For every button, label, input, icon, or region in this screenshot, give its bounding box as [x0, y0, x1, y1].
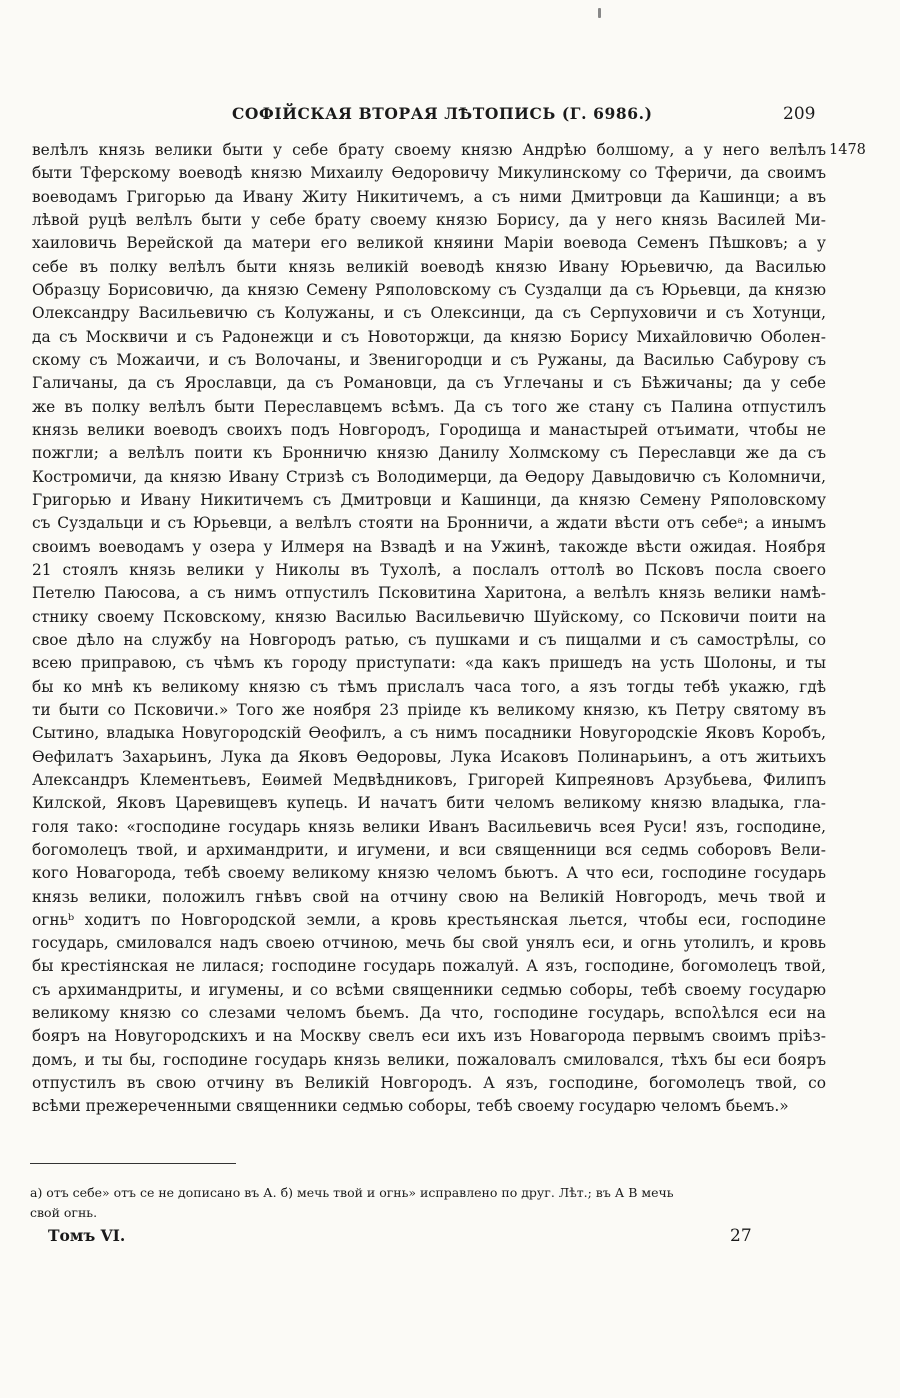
text-line: Сытино, владыка Новугородскій Ѳеофилъ, а съ нимъ посадники Новугородскіе Яковъ Коробъ, [32, 724, 826, 743]
text-line: огньᵇ ходитъ по Новгородской земли, а кровь крестьянская льется, чтобы еси, господине [32, 910, 826, 929]
text-line: лѣвой руцѣ велѣлъ быти у себе брату своему князю Борису, да у него князь Василей Ми- [32, 210, 826, 229]
text-line: Галичаны, да съ Ярославци, да съ Романовци, да съ Углечаны и съ Бѣжичаны; да у себе [32, 374, 826, 393]
page-mark [598, 8, 601, 18]
text-line: съ архимандриты, и игумены, и со всѣми священники седмью соборы, тебѣ своему государю [32, 980, 826, 999]
text-line: Петелю Паюсова, а съ нимъ отпустилъ Псковитина Харитона, а велѣлъ князь велики намѣ- [32, 584, 826, 603]
text-line: Образцу Борисовичю, да князю Семену Ряполовскому съ Суздалци да съ Юрьевци, да князю [32, 280, 826, 299]
text-line: же въ полку велѣлъ быти Переславцемъ всѣмъ. Да съ того же стану съ Палина отпустилъ [32, 397, 826, 416]
body-text [32, 139, 826, 1119]
text-line: бояръ на Новугородскихъ и на Москву свелъ еси ихъ изъ Новагорода первымъ своимъ пріѣз- [32, 1027, 826, 1046]
text-line: всѣми прежереченными священники седмью соборы, тебѣ своему государю челомъ бьемъ.» [32, 1097, 789, 1116]
text-line: свое дѣло на службу на Новгородъ ратью, съ пушками и съ пищалми и съ самострѣлы, со [32, 630, 826, 649]
text-line: скому съ Можаичи, и съ Волочаны, и Звенигородци и съ Ружаны, да Василью Сабурову съ [32, 350, 826, 369]
text-line: Александръ Клементьевъ, Еѳимей Медвѣдниковъ, Григорей Кипреяновъ Арзубьева, Филипъ [32, 770, 826, 789]
page-number: 209 [783, 104, 816, 124]
text-line: домъ, и ты бы, господине государь князь велики, пожаловалъ смиловался, тѣхъ бы еси бояръ [32, 1050, 826, 1069]
text-line: ти быти со Псковичи.» Того же ноября 23 пріиде къ великому князю, къ Петру святому въ [32, 700, 826, 719]
text-line: Ѳефилатъ Захарьинъ, Лука да Яковъ Ѳедоровы, Лука Исаковъ Полинарьинъ, а отъ житьихъ [32, 747, 826, 766]
text-line: 21 стоялъ князь велики у Николы въ Тухолѣ, а послалъ оттолѣ во Псковъ посла своего [32, 560, 826, 579]
running-header [0, 104, 900, 128]
text-line: государь, смиловался надъ своею отчиною, мечь бы свой унялъ еси, и огнь утолилъ, и кровь [32, 934, 826, 953]
footnote-line: свой огнь. [30, 1205, 98, 1220]
text-line: пожгли; а велѣлъ поити къ Бронничю князю Данилу Холмскому съ Переславци же да съ [32, 444, 826, 463]
text-line: Григорью и Ивану Никитичемъ съ Дмитровци и Кашинци, да князю Семену Ряполовскому [32, 490, 826, 509]
text-line: кого Новагорода, тебѣ своему великому князю челомъ бьютъ. А что еси, господине государь [32, 864, 826, 883]
footnote-rule [30, 1163, 236, 1164]
text-line: съ Суздальци и съ Юрьевци, а велѣлъ стояти на Бронничи, а ждати вѣсти отъ себеᵃ; а инымъ [32, 514, 826, 533]
text-line: богомолецъ твой, и архимандрити, и игумени, и вси священници вся седмь соборовъ Вели- [32, 840, 826, 859]
signature-number: 27 [730, 1226, 752, 1246]
text-line: голя тако: «господине государь князь велики Иванъ Васильевичь всея Руси! язъ, господине, [32, 817, 826, 836]
text-line: Олександру Васильевичю съ Колужаны, и съ Олексинци, да съ Серпуховичи и съ Хотунци, [32, 304, 826, 323]
text-line: великому князю со слезами челомъ бьемъ. Да что, господине государь, вспολѣлся еси на [32, 1004, 826, 1023]
text-line: себе въ полку велѣлъ быти князь великій воеводѣ князю Ивану Юрьевичю, да Василью [32, 257, 826, 276]
text-line: всею приправою, съ чѣмъ къ городу приступати: «да какъ пришедъ на усть Шолоны, и ты [32, 654, 826, 673]
text-line: бы ко мнѣ къ великому князю съ тѣмъ прислалъ часа того, а язъ тогды тебѣ укажю, гдѣ [32, 677, 826, 696]
text-line: своимъ воеводамъ у озера у Илмеря на Взвадѣ и на Ужинѣ, такожде вѣсти ожидая. Ноября [32, 537, 826, 556]
text-line: отпустилъ въ свою отчину въ Великій Новгородъ. А язъ, господине, богомолецъ твой, со [32, 1074, 826, 1093]
footnotes [30, 1183, 830, 1223]
running-title: СОФІЙСКАЯ ВТОРАЯ ЛѢТОПИСЬ (Г. 6986.) [232, 104, 653, 123]
text-line: Килской, Яковъ Царевищевъ купець. И начатъ бити челомъ великому князю владыка, гла- [32, 794, 826, 813]
footnote-line: а) отъ себе» отъ се не дописано въ А. б) мечь твой и огнь» исправлено по друг. Лѣт.; въ А В мечь [30, 1185, 674, 1200]
text-line: князь велики воеводъ своихъ подъ Новгородъ, Городища и манастырей отъимати, чтобы не [32, 420, 826, 439]
volume-label: Томъ VI. [48, 1226, 126, 1245]
text-line: стнику своему Псковскому, князю Василью Васильевичю Шуйскому, со Псковичи поити на [32, 607, 826, 626]
text-line: хаиловичь Верейской да матери его великой княини Маріи воевода Семенъ Пѣшковъ; а у [32, 234, 826, 253]
text-line: да съ Москвичи и съ Радонежци и съ Новоторжци, да князю Борису Михайловичю Оболен- [32, 327, 826, 346]
text-line: бы крестіянская не лилася; господине государь пожалуй. А язъ, господине, богомолецъ твой, [32, 957, 826, 976]
text-line: князь велики, положилъ гнѣвъ свой на отчину свою на Великій Новгородъ, мечь твой и [32, 887, 826, 906]
margin-year: 1478 [829, 142, 866, 158]
text-line: Костромичи, да князю Ивану Стризѣ съ Володимерци, да Ѳедору Давыдовичю съ Коломничи, [32, 467, 826, 486]
text-line: велѣлъ князь велики быти у себе брату своему князю Андрѣю болшому, а у него велѣлъ [32, 141, 826, 159]
text-line: быти Тферскому воеводѣ князю Михаилу Ѳедоровичу Микулинскому со Тферичи, да своимъ [32, 164, 826, 183]
text-line: воеводамъ Григорью да Ивану Житу Никитичемъ, а съ ними Дмитровци да Кашинци; а въ [32, 187, 826, 206]
